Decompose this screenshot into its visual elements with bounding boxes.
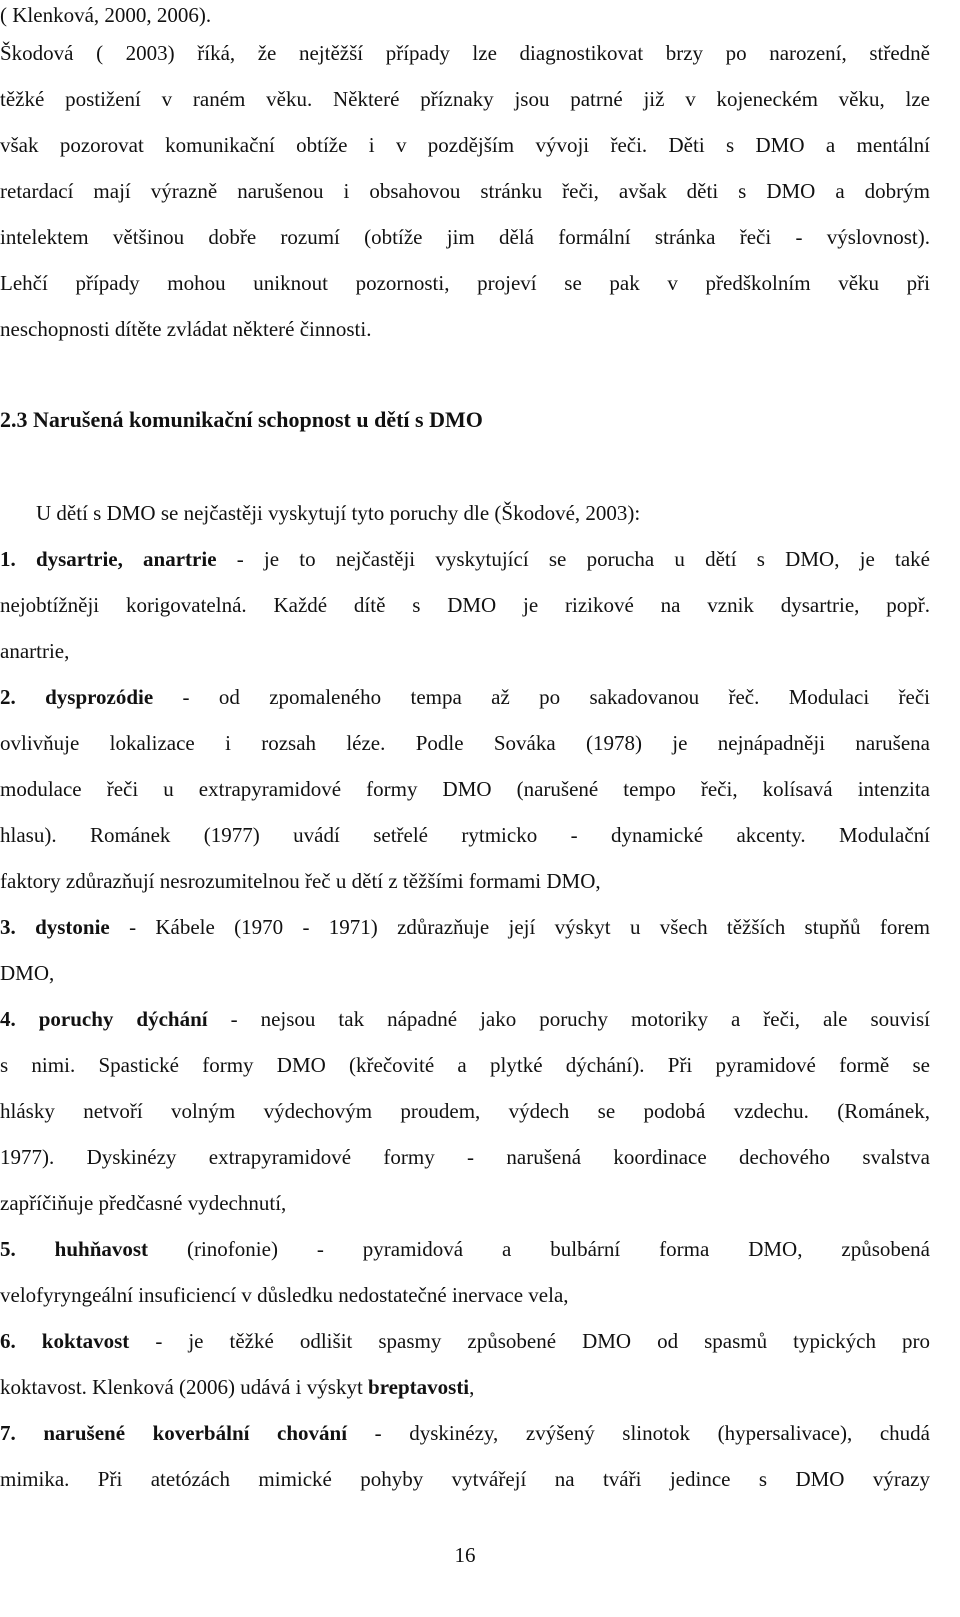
text-segment: však pozorovat komunikační obtíže i v pozdějším vývoji řeči. Děti s DMO a mentální [0, 133, 930, 157]
text-line [0, 1096, 930, 1126]
text-segment: faktory zdůrazňují nesrozumitelnou řeč u dětí z těžšími formami DMO, [0, 869, 601, 893]
text-segment: mimika. Při atetózách mimické pohyby vytvářejí na tváři jedince s DMO výrazy [0, 1467, 930, 1491]
text-segment: (rinofonie) - pyramidová a bulbární forma DMO, způsobená [148, 1237, 931, 1261]
bold-text: 4. poruchy dýchání [0, 1007, 208, 1031]
text-line [0, 268, 930, 298]
text-line [0, 0, 930, 30]
text-line [0, 222, 930, 252]
text-segment: Škodová ( 2003) říká, že nejtěžší případy lze diagnostikovat brzy po narození, středně [0, 41, 930, 65]
text-line [0, 1234, 930, 1264]
text-line [0, 38, 930, 68]
text-line [0, 590, 930, 620]
bold-text: 3. dystonie [0, 915, 110, 939]
text-segment: nejobtížněji korigovatelná. Každé dítě s DMO je rizikové na vznik dysartrie, popř. [0, 593, 930, 617]
text-line [0, 1372, 930, 1402]
text-line [0, 1188, 930, 1218]
text-line [0, 1326, 930, 1356]
text-line [0, 84, 930, 114]
text-segment: ( Klenková, 2000, 2006). [0, 3, 212, 27]
text-line [0, 314, 930, 344]
bold-text: 2.3 Narušená komunikační schopnost u dětí s DMO [0, 407, 483, 432]
text-segment: ovlivňuje lokalizace i rozsah léze. Podle Sováka (1978) je nejnápadněji narušena [0, 731, 930, 755]
text-line [0, 1280, 930, 1310]
text-line [0, 728, 930, 758]
text-segment: těžké postižení v raném věku. Některé příznaky jsou patrné již v kojeneckém věku, lze [0, 87, 930, 111]
text-segment: - je to nejčastěji vyskytující se porucha u dětí s DMO, je také [216, 547, 930, 571]
text-line [0, 1004, 930, 1034]
text-segment: retardací mají výrazně narušenou i obsahovou stránku řeči, avšak děti s DMO a dobrým [0, 179, 930, 203]
text-segment: intelektem většinou dobře rozumí (obtíže jim dělá formální stránka řeči - výslovnost). [0, 225, 930, 249]
text-line [0, 130, 930, 160]
section-heading [0, 405, 930, 435]
text-segment: hlásky netvoří volným výdechovým proudem, výdech se podobá vzdechu. (Románek, [0, 1099, 930, 1123]
text-line [0, 1142, 930, 1172]
text-segment: DMO, [0, 961, 55, 985]
bold-text: 2. dysprozódie [0, 685, 154, 709]
text-segment: 1977). Dyskinézy extrapyramidové formy - narušená koordinace dechového svalstva [0, 1145, 930, 1169]
text-line [0, 866, 930, 896]
text-segment: U dětí s DMO se nejčastěji vyskytují tyto poruchy dle (Škodové, 2003): [36, 501, 641, 525]
text-segment: anartrie, [0, 639, 70, 663]
text-segment: koktavost. Klenková (2006) udává i výskyt [0, 1375, 369, 1399]
text-segment: - nejsou tak nápadné jako poruchy motoriky a řeči, ale souvisí [207, 1007, 931, 1031]
text-line [0, 774, 930, 804]
text-segment: hlasu). Románek (1977) uvádí setřelé rytmicko - dynamické akcenty. Modulační [0, 823, 930, 847]
text-line [0, 1050, 930, 1080]
text-segment: s nimi. Spastické formy DMO (křečovité a plytké dýchání). Při pyramidové formě se [0, 1053, 930, 1077]
text-line [0, 1418, 930, 1448]
text-line [0, 682, 930, 712]
text-line [0, 1464, 930, 1494]
text-line [0, 912, 930, 942]
text-segment: neschopnosti dítěte zvládat některé činnosti. [0, 317, 372, 341]
text-segment: - je těžké odlišit spasmy způsobené DMO od spasmů typických pro [129, 1329, 930, 1353]
text-line [0, 820, 930, 850]
text-segment: - dyskinézy, zvýšený slinotok (hypersalivace), chudá [347, 1421, 930, 1445]
text-segment: - Kábele (1970 - 1971) zdůrazňuje její výskyt u všech těžších stupňů forem [109, 915, 930, 939]
text-line [36, 498, 930, 528]
text-segment: , [469, 1375, 475, 1399]
bold-text: 5. huhňavost [0, 1237, 149, 1261]
text-line [0, 636, 930, 666]
bold-text: 1. dysartrie, anartrie [0, 547, 217, 571]
text-segment: - od zpomaleného tempa až po sakadovanou řeč. Modulaci řeči [153, 685, 930, 709]
text-line [0, 958, 930, 988]
bold-text: 7. narušené koverbální chování [0, 1421, 348, 1445]
text-line [0, 544, 930, 574]
text-segment: Lehčí případy mohou uniknout pozornosti, projeví se pak v předškolním věku při [0, 271, 930, 295]
page-number: 16 [454, 1543, 476, 1567]
text-segment: modulace řeči u extrapyramidové formy DMO (narušené tempo řeči, kolísavá intenzita [0, 777, 930, 801]
bold-text: breptavosti [368, 1375, 470, 1399]
text-segment: velofyryngeální insuficiencí v důsledku nedostatečné inervace vela, [0, 1283, 569, 1307]
text-segment: zapříčiňuje předčasné vydechnutí, [0, 1191, 287, 1215]
bold-text: 6. koktavost [0, 1329, 130, 1353]
text-line [0, 176, 930, 206]
